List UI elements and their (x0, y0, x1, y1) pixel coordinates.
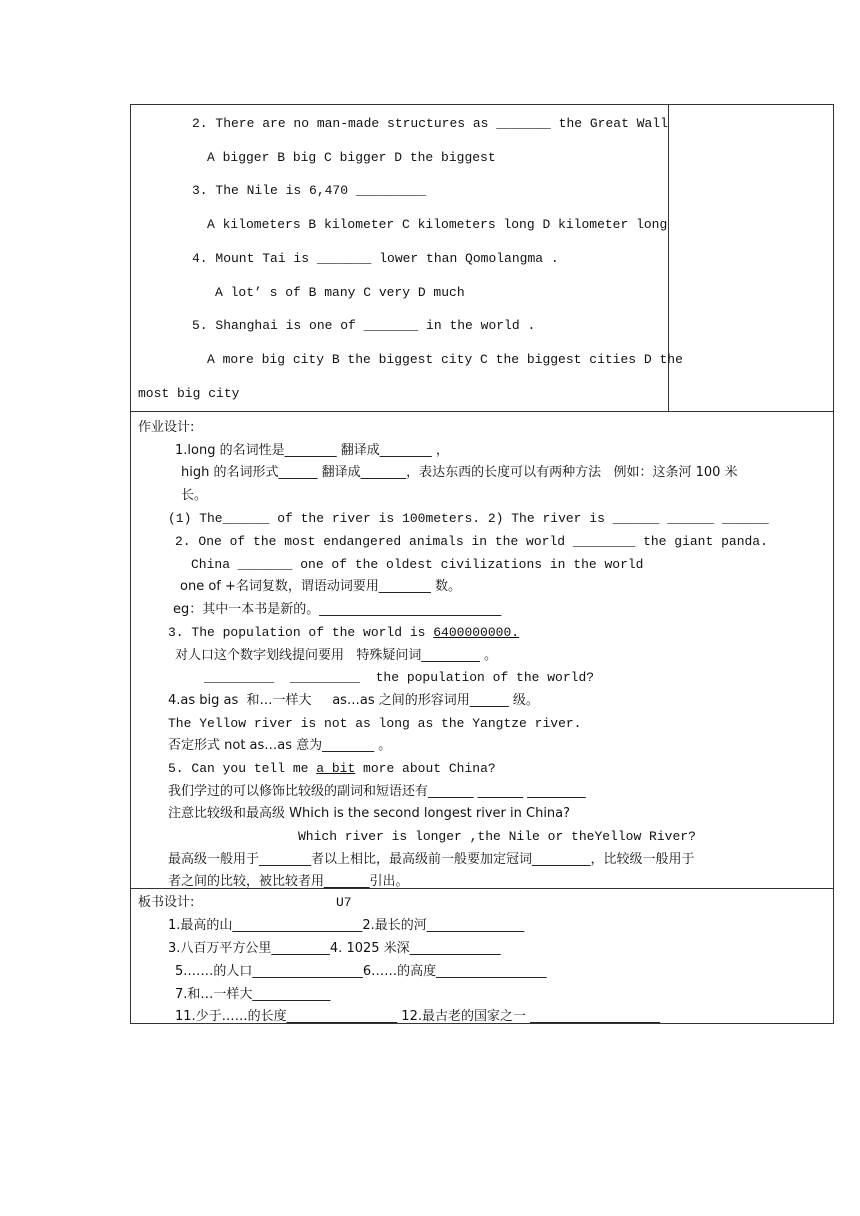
homework-line: 4.as big as 和…一样大 as…as 之间的形容词用______ 级。 (168, 693, 539, 708)
homework-line: 3. The population of the world is 6400000000. (168, 625, 520, 640)
unit-label: U7 (336, 895, 352, 910)
board-design-section (131, 889, 833, 1023)
homework-line: high 的名词形式______ 翻译成_______，表达东西的长度可以有两种方法 例如：这条河 100 米 (181, 465, 738, 480)
homework-line: Which river is longer ,the Nile or theYellow River? (298, 829, 696, 844)
homework-line: eg：其中一本书是新的。____________________________ (173, 602, 502, 617)
underlined-number: 6400000000. (433, 625, 520, 640)
homework-line: 对人口这个数字划线提问要用 特殊疑问词_________ 。 (175, 648, 498, 663)
homework-line: 5. Can you tell me a bit more about China? (168, 761, 496, 776)
board-line: 1.最高的山____________________2.最长的河_______________ (168, 918, 525, 933)
question-2-options: A bigger B big C bigger D the biggest (207, 150, 496, 165)
question-5-options-cont: most big city (138, 386, 240, 401)
homework-section (131, 412, 833, 889)
homework-line: 最高级一般用于________者以上相比，最高级前一般要加定冠词_________，比较级一般用于 (168, 852, 695, 867)
homework-line: China _______ one of the oldest civilizations in the world (191, 557, 644, 572)
homework-line: The Yellow river is not as long as the Yangtze river. (168, 716, 582, 731)
homework-line: 我们学过的可以修饰比较级的副词和短语还有_______ _______ _________ (168, 784, 586, 799)
homework-line: 注意比较级和最高级 Which is the second longest river in China? (168, 806, 571, 821)
question-2: 2. There are no man-made structures as _______ the Great Wall (192, 116, 668, 131)
board-line: 7.和…一样大____________ (175, 987, 331, 1002)
question-3-options: A kilometers B kilometer C kilometers long D kilometer long (207, 217, 668, 232)
board-line: 3.八百万平方公里_________4. 1025 米深______________ (168, 941, 501, 956)
notes-cell (669, 105, 833, 411)
question-3: 3. The Nile is 6,470 _________ (192, 183, 427, 198)
homework-line: one of +名词复数，谓语动词要用________ 数。 (180, 579, 462, 594)
homework-line: 否定形式 not as…as 意为________ 。 (168, 738, 392, 753)
board-line: 5.……的人口_________________6……的高度_________________ (175, 964, 547, 979)
question-5-options: A more big city B the biggest city C the biggest cities D the (207, 352, 683, 367)
underlined-phrase: a bit (316, 761, 356, 776)
homework-line: 1.long 的名词性是________ 翻译成________ ， (175, 443, 449, 458)
homework-heading: 作业设计: (138, 420, 195, 435)
question-5: 5. Shanghai is one of _______ in the world . (192, 318, 536, 333)
exercise-cell (131, 105, 683, 411)
question-4: 4. Mount Tai is _______ lower than Qomolangma . (192, 251, 559, 266)
exercise-row (131, 105, 833, 412)
homework-line: 2. One of the most endangered animals in the world ________ the giant panda. (175, 534, 768, 549)
lesson-plan-table (130, 104, 834, 1024)
homework-line: (1) The______ of the river is 100meters. 2) The river is ______ ______ ______ (168, 511, 769, 526)
board-line: 11.少于……的长度_________________ 12.最古老的国家之一 ____________________ (175, 1009, 661, 1024)
question-4-options: A lot’ s of B many C very D much (215, 285, 465, 300)
homework-line: 长。 (181, 488, 208, 503)
homework-line: 者之间的比较，被比较者用_______引出。 (168, 874, 409, 889)
homework-line: _________ _________ the population of the world? (204, 670, 595, 685)
board-heading: 板书设计: (138, 895, 195, 910)
